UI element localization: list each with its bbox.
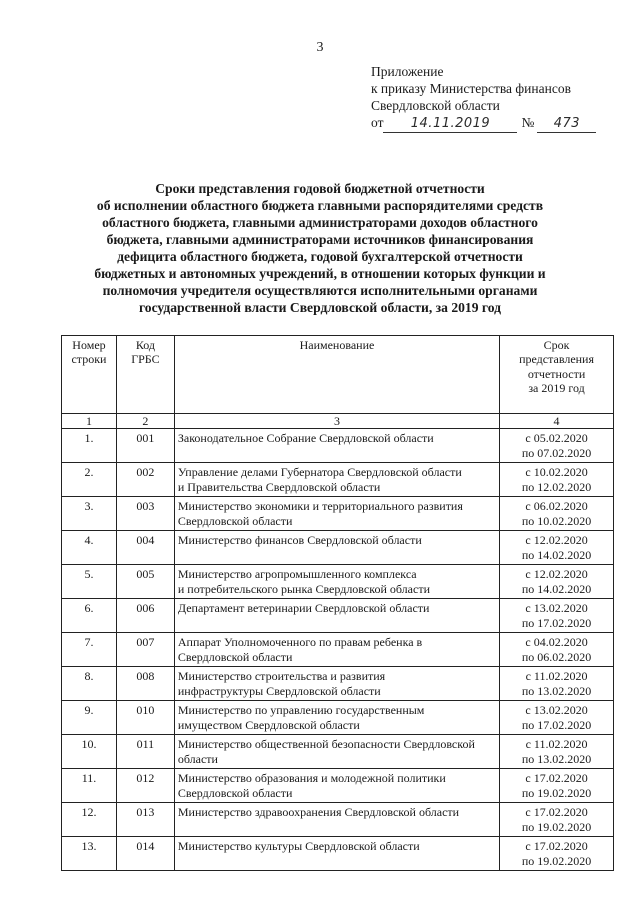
organization-name-cell — [174, 531, 499, 565]
appendix-date-number-line — [371, 114, 596, 133]
deadline-cell — [500, 599, 614, 633]
column-number-row — [62, 414, 614, 429]
organization-name-line: Министерство здравоохранения Свердловской области — [177, 805, 460, 820]
deadline-cell — [500, 667, 614, 701]
deadline-to: по 07.02.2020 — [521, 445, 592, 460]
organization-name-cell — [174, 769, 499, 803]
row-number-cell: 9. — [62, 701, 117, 735]
deadline-from: с 11.02.2020 — [525, 669, 588, 684]
title-line: Сроки представления годовой бюджетной отчетности — [155, 181, 485, 196]
grbs-code-cell: 003 — [116, 497, 174, 531]
title-line: об исполнении областного бюджета главными распорядителями средств — [96, 198, 544, 213]
deadline-to: по 19.02.2020 — [521, 785, 592, 800]
header-code: Код ГРБС — [116, 336, 174, 414]
grbs-code-cell: 007 — [116, 633, 174, 667]
deadline-cell — [500, 701, 614, 735]
grbs-code-cell: 006 — [116, 599, 174, 633]
organization-name-line: Свердловской области — [177, 785, 293, 800]
organization-name-line: Министерство по управлению государственным — [177, 703, 425, 718]
date-prefix: от — [371, 115, 384, 130]
organization-name-line: Свердловской области — [177, 513, 293, 528]
table-row — [62, 803, 614, 837]
table-row — [62, 837, 614, 871]
deadline-to: по 17.02.2020 — [521, 717, 592, 732]
deadline-from: с 05.02.2020 — [525, 431, 588, 446]
row-number-cell: 11. — [62, 769, 117, 803]
deadline-cell — [500, 429, 614, 463]
organization-name-line: Департамент ветеринарии Свердловской области — [177, 601, 430, 616]
appendix-order-line: к приказу Министерства финансов — [371, 81, 571, 96]
organization-name-cell — [174, 565, 499, 599]
table-row — [62, 429, 614, 463]
deadline-cell — [500, 463, 614, 497]
page-number: 3 — [316, 40, 324, 55]
deadline-from: с 13.02.2020 — [525, 601, 588, 616]
grbs-code-cell: 011 — [116, 735, 174, 769]
column-number: 3 — [174, 414, 499, 429]
deadline-to: по 17.02.2020 — [521, 615, 592, 630]
row-number-cell: 4. — [62, 531, 117, 565]
organization-name-cell — [174, 701, 499, 735]
organization-name-line: Министерство строительства и развития — [177, 669, 386, 684]
organization-name-line: Управление делами Губернатора Свердловской области — [177, 465, 462, 480]
table-row — [62, 633, 614, 667]
organization-name-cell — [174, 837, 499, 871]
appendix-title: Приложение — [371, 64, 444, 79]
deadline-to: по 14.02.2020 — [521, 547, 592, 562]
organization-name-line: Министерство культуры Свердловской области — [177, 839, 420, 854]
table-row — [62, 463, 614, 497]
deadline-from: с 10.02.2020 — [525, 465, 588, 480]
organization-name-cell — [174, 429, 499, 463]
handwritten-date: 14.11.2019 — [383, 115, 517, 133]
appendix-block — [371, 63, 596, 133]
organization-name-cell — [174, 633, 499, 667]
title-line: дефицита областного бюджета, годовой бухгалтерской отчетности — [117, 249, 523, 264]
deadline-from: с 12.02.2020 — [525, 533, 588, 548]
organization-name-cell — [174, 463, 499, 497]
table-row — [62, 735, 614, 769]
row-number-cell: 3. — [62, 497, 117, 531]
row-number-cell: 10. — [62, 735, 117, 769]
table-row — [62, 701, 614, 735]
table-row — [62, 531, 614, 565]
organization-name-line: Министерство образования и молодежной политики — [177, 771, 446, 786]
organization-name-line: Министерство общественной безопасности Свердловской — [177, 737, 475, 752]
organization-name-line: области — [177, 751, 218, 766]
grbs-code-cell: 002 — [116, 463, 174, 497]
table-header-row — [62, 336, 614, 414]
grbs-code-cell: 008 — [116, 667, 174, 701]
row-number-cell: 13. — [62, 837, 117, 871]
deadline-from: с 17.02.2020 — [525, 805, 588, 820]
organization-name-line: Министерство экономики и территориального развития — [177, 499, 463, 514]
row-number-cell: 8. — [62, 667, 117, 701]
table-row — [62, 497, 614, 531]
deadline-to: по 12.02.2020 — [521, 479, 592, 494]
deadline-to: по 13.02.2020 — [521, 683, 592, 698]
organization-name-line: Свердловской области — [177, 649, 293, 664]
deadline-from: с 13.02.2020 — [525, 703, 588, 718]
grbs-code-cell: 014 — [116, 837, 174, 871]
deadline-from: с 11.02.2020 — [525, 737, 588, 752]
header-row-number: Номер строки — [62, 336, 117, 414]
header-name: Наименование — [174, 336, 499, 414]
organization-name-line: имуществом Свердловской области — [177, 717, 360, 732]
organization-name-cell — [174, 735, 499, 769]
row-number-cell: 12. — [62, 803, 117, 837]
row-number-cell: 2. — [62, 463, 117, 497]
deadline-from: с 06.02.2020 — [525, 499, 588, 514]
organization-name-line: Аппарат Уполномоченного по правам ребенка в — [177, 635, 423, 650]
deadline-to: по 19.02.2020 — [521, 819, 592, 834]
deadline-to: по 19.02.2020 — [521, 853, 592, 868]
organization-name-line: Министерство агропромышленного комплекса — [177, 567, 417, 582]
number-prefix: № — [521, 115, 535, 130]
organization-name-line: Министерство финансов Свердловской области — [177, 533, 422, 548]
table-row — [62, 599, 614, 633]
organization-name-line: и потребительского рынка Свердловской области — [177, 581, 430, 596]
deadlines-table — [61, 335, 614, 871]
deadline-from: с 12.02.2020 — [525, 567, 588, 582]
deadline-to: по 14.02.2020 — [521, 581, 592, 596]
organization-name-cell — [174, 497, 499, 531]
deadline-cell — [500, 769, 614, 803]
deadline-cell — [500, 633, 614, 667]
title-line: государственной власти Свердловской области, за 2019 год — [138, 300, 502, 315]
row-number-cell: 7. — [62, 633, 117, 667]
organization-name-line: и Правительства Свердловской области — [177, 479, 381, 494]
grbs-code-cell: 012 — [116, 769, 174, 803]
table-row — [62, 667, 614, 701]
column-number: 2 — [116, 414, 174, 429]
deadline-from: с 17.02.2020 — [525, 839, 588, 854]
deadline-cell — [500, 531, 614, 565]
row-number-cell: 6. — [62, 599, 117, 633]
appendix-region-line: Свердловской области — [371, 98, 500, 113]
row-number-cell: 5. — [62, 565, 117, 599]
organization-name-cell — [174, 803, 499, 837]
table-row — [62, 769, 614, 803]
title-line: бюджетных и автономных учреждений, в отношении которых функции и — [94, 266, 546, 281]
grbs-code-cell: 005 — [116, 565, 174, 599]
deadline-from: с 04.02.2020 — [525, 635, 588, 650]
deadline-cell — [500, 565, 614, 599]
deadline-to: по 06.02.2020 — [521, 649, 592, 664]
organization-name-line: Законодательное Собрание Свердловской области — [177, 431, 434, 446]
deadline-cell — [500, 803, 614, 837]
title-line: бюджета, главными администраторами источников финансирования — [106, 232, 534, 247]
header-deadline: Срок представления отчетности за 2019 год — [500, 336, 614, 414]
handwritten-number: 473 — [537, 115, 596, 133]
deadline-cell — [500, 497, 614, 531]
title-line: полномочия учредителя осуществляются исполнительными органами — [102, 283, 538, 298]
row-number-cell: 1. — [62, 429, 117, 463]
table-row — [62, 565, 614, 599]
deadline-to: по 13.02.2020 — [521, 751, 592, 766]
deadline-to: по 10.02.2020 — [521, 513, 592, 528]
grbs-code-cell: 013 — [116, 803, 174, 837]
organization-name-line: инфраструктуры Свердловской области — [177, 683, 381, 698]
organization-name-cell — [174, 599, 499, 633]
deadline-cell — [500, 735, 614, 769]
deadline-from: с 17.02.2020 — [525, 771, 588, 786]
column-number: 4 — [500, 414, 614, 429]
column-number: 1 — [62, 414, 117, 429]
grbs-code-cell: 010 — [116, 701, 174, 735]
document-title — [60, 180, 580, 316]
grbs-code-cell: 001 — [116, 429, 174, 463]
deadline-cell — [500, 837, 614, 871]
grbs-code-cell: 004 — [116, 531, 174, 565]
title-line: областного бюджета, главными администраторами доходов областного — [102, 215, 538, 230]
organization-name-cell — [174, 667, 499, 701]
